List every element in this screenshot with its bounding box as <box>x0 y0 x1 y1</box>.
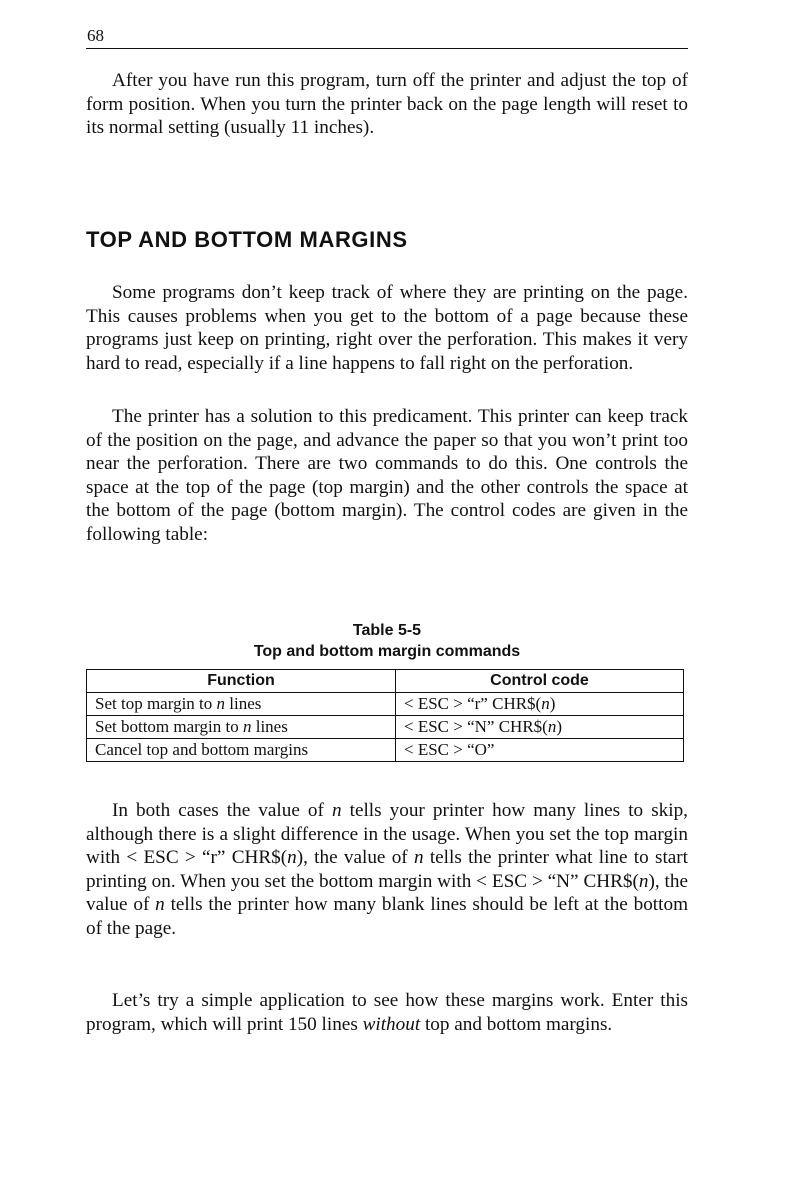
variable-n: n <box>242 717 252 736</box>
control-code-text: < ESC > “O” <box>404 740 495 759</box>
function-text: Set top margin to <box>95 694 217 713</box>
table-number: Table 5-5 <box>352 622 422 639</box>
table-title: Top and bottom margin commands <box>253 643 521 660</box>
variable-n: n <box>638 870 649 892</box>
variable-n: n <box>413 847 424 869</box>
control-code-suffix: ) <box>549 694 556 713</box>
after-table-paragraph-1 <box>86 799 688 941</box>
function-cell <box>87 716 396 739</box>
function-text: Cancel top and bottom margins <box>95 740 309 759</box>
table-row <box>87 716 684 739</box>
section-paragraph-2: The printer has a solution to this predicament. This printer can keep track of the position on the page, and advance the paper so that you won’t print too near the perforation. There are two commands to do this. One controls the space at the top of the page (top margin) and the other controls the space at the bottom of the page (bottom margin). The control codes are given in the following table: <box>86 406 688 545</box>
table-row <box>87 739 684 762</box>
column-header-function: Function <box>87 670 396 693</box>
variable-n: n <box>287 847 297 869</box>
variable-n: n <box>155 894 165 916</box>
table-header-row <box>87 670 684 693</box>
function-cell <box>87 693 396 716</box>
section-paragraph-1: Some programs don’t keep track of where they are printing on the page. This causes problems when you get to the bottom of a page because these programs just keep on printing, right over the perforation. This makes it very hard to read, especially if a line happens to fall right on the perforation. <box>86 282 688 374</box>
control-code-suffix: ) <box>556 717 563 736</box>
control-code-text: < ESC > “N” CHR$( <box>404 717 548 736</box>
function-text: Set bottom margin to <box>95 717 243 736</box>
text: tells the printer how many blank lines should be left at the bottom of the page. <box>86 894 688 939</box>
variable-n: n <box>216 694 226 713</box>
text: tells your printer how many lines to skip, although there is a slight difference in the usage. When you set the top margin with < ESC > “r” CHR$( <box>86 800 688 869</box>
text: ), the value of <box>86 870 688 916</box>
margin-commands-table <box>86 669 684 762</box>
control-code-text: < ESC > “r” CHR$( <box>404 694 542 713</box>
section-heading: TOP AND BOTTOM MARGINS <box>86 227 408 252</box>
control-code-cell <box>396 716 684 739</box>
text: top and bottom margins. <box>420 1013 613 1035</box>
emphasis-without: without <box>362 1013 421 1035</box>
variable-n: n <box>331 800 342 821</box>
function-cell <box>87 739 396 762</box>
function-text-suffix: lines <box>225 694 262 713</box>
intro-paragraph: After you have run this program, turn off the printer and adjust the top of form position. When you turn the printer back on the page length will reset to its normal setting (usually 11 inches). <box>86 70 688 139</box>
text: tells the printer what line to start printing on. When you set the bottom margin with < ESC > “N” CHR$( <box>86 847 689 892</box>
text: Let’s try a simple application to see how these margins work. Enter this program, which will print 150 lines <box>86 990 688 1035</box>
column-header-control-code: Control code <box>396 670 684 693</box>
variable-n: n <box>541 694 550 713</box>
function-text-suffix: lines <box>251 717 288 736</box>
text: In both cases the value of <box>112 800 332 821</box>
text: ), the value of <box>296 847 414 869</box>
variable-n: n <box>547 717 557 736</box>
header-rule <box>86 48 688 49</box>
table-row <box>87 693 684 716</box>
page-number: 68 <box>87 26 104 45</box>
control-code-cell <box>396 739 684 762</box>
control-code-cell <box>396 693 684 716</box>
after-table-paragraph-2 <box>86 989 688 1036</box>
